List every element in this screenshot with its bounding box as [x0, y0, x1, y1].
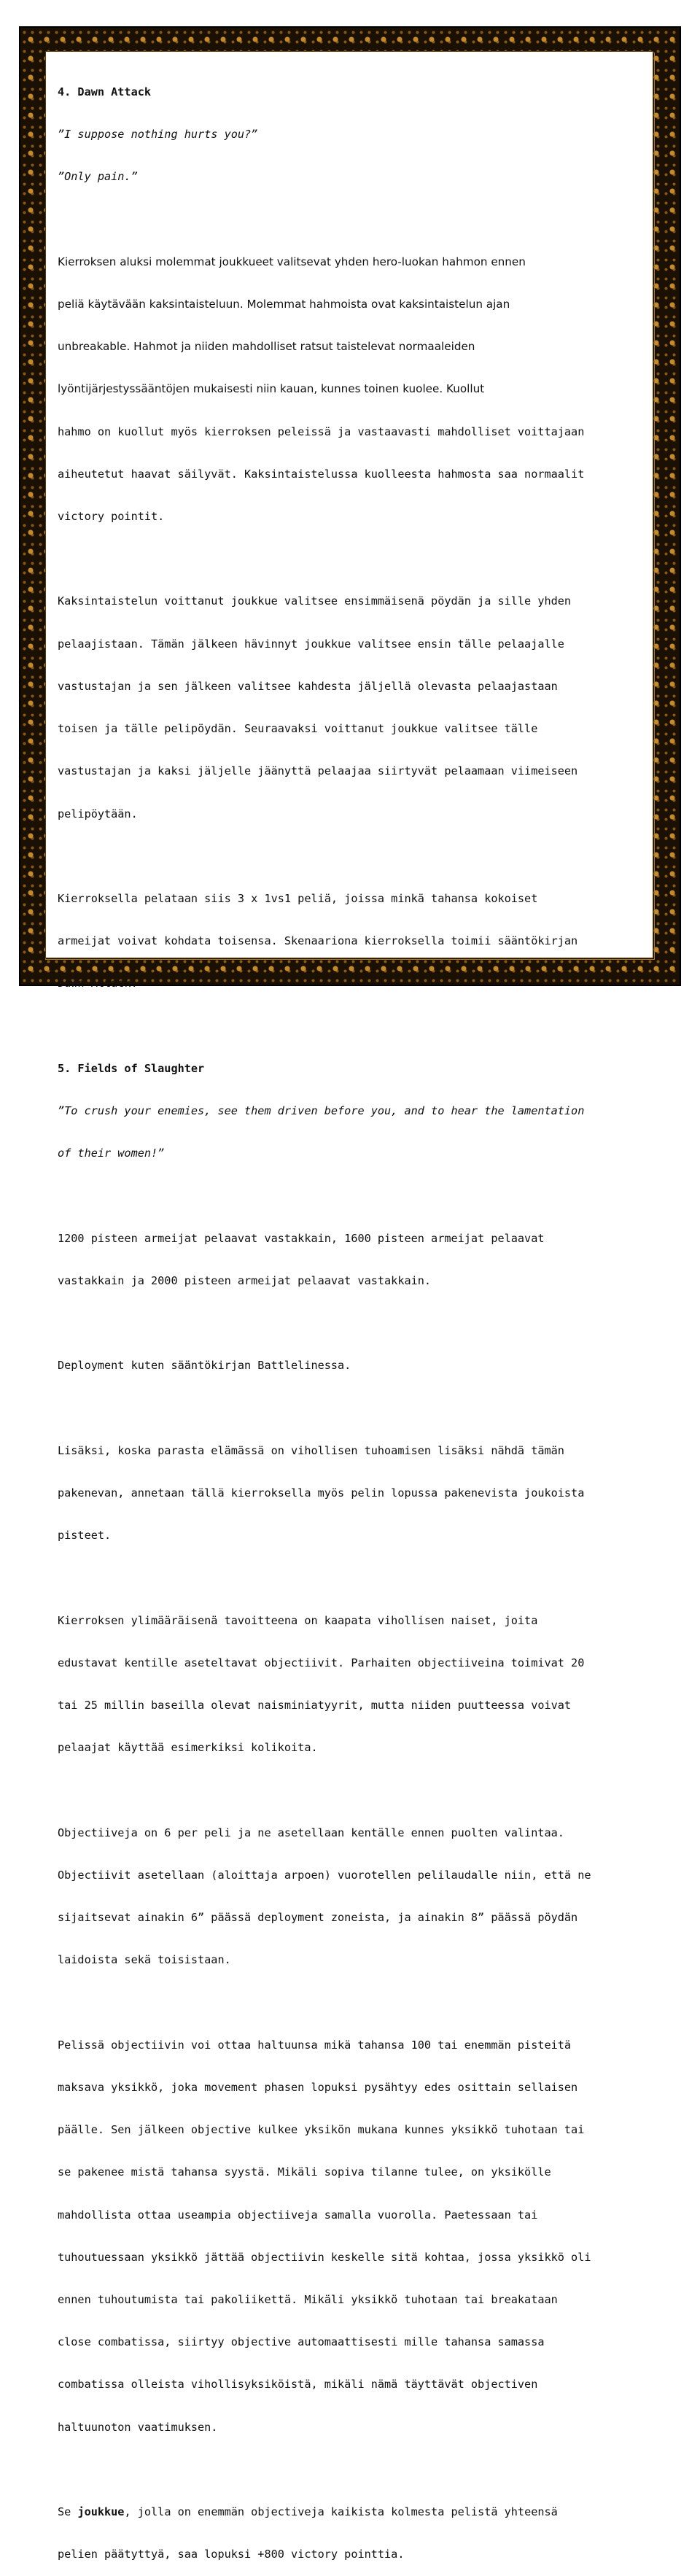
text-run: , jolla on enemmän objectiveja kaikista kolmesta pelistä yhteensä: [124, 2505, 558, 2519]
section-heading-fields-of-slaughter: 5. Fields of Slaughter: [58, 1061, 205, 1075]
text-line: toisen ja tälle pelipöydän. Seuraavaksi voittanut joukkue valitsee tälle: [58, 722, 538, 736]
text-line: [58, 2505, 656, 2519]
text-line: Objectiivit asetellaan (aloittaja arpoen) vuorotellen pelilaudalle niin, että ne: [58, 1868, 591, 1882]
text-line: vastakkain ja 2000 pisteen armeijat pelaavat vastakkain.: [58, 1273, 432, 1287]
text-line: combatissa olleista vihollisyksiköistä, mikäli nämä täyttävät objectiven: [58, 2378, 538, 2391]
text-line: pelipöytään.: [58, 807, 138, 820]
text-line: Pelissä objectiivin voi ottaa haltuunsa mikä tahansa 100 tai enemmän pisteitä: [58, 2038, 572, 2052]
section-heading-dawn-attack: 4. Dawn Attack: [58, 85, 152, 98]
text-line: maksava yksikkö, joka movement phasen lopuksi pysähtyy edes osittain sellaisen: [58, 2080, 578, 2094]
text-line: Objectiiveja on 6 per peli ja ne asetellaan kentälle ennen puolten valintaa.: [58, 1826, 564, 1839]
text-line: vastustajan ja kaksi jäljelle jäänyttä pelaajaa siirtyvät pelaamaan viimeiseen: [58, 764, 578, 778]
text-line: victory pointit.: [58, 509, 165, 523]
text-line: Kaksintaistelun voittanut joukkue valitsee ensimmäisenä pöydän ja sille yhden: [58, 594, 572, 608]
text-line: se pakenee mistä tahansa syystä. Mikäli sopiva tilanne tulee, on yksikölle: [58, 2165, 551, 2179]
text-line: päälle. Sen jälkeen objective kulkee yksikön mukana kunnes yksikkö tuhotaan tai: [58, 2123, 585, 2137]
quote-line: ”Only pain.”: [58, 170, 138, 184]
text-line: Lisäksi, koska parasta elämässä on vihollisen tuhoamisen lisäksi nähdä tämän: [58, 1443, 564, 1457]
text-line: pisteet.: [58, 1529, 112, 1543]
quote-line: ”To crush your enemies, see them driven before you, and to hear the lamentation: [58, 1104, 585, 1117]
text-line: close combatissa, siirtyy objective automaattisesti mille tahansa samassa: [58, 2335, 545, 2349]
text-line: aiheutetut haavat säilyvät. Kaksintaistelussa kuolleesta hahmosta saa normaalit: [58, 467, 585, 481]
text-line: pakenevan, annetaan tällä kierroksella myös pelin lopussa pakenevista joukoista: [58, 1486, 585, 1500]
text-line: Kierroksen ylimääräisenä tavoitteena on kaapata vihollisen naiset, joita: [58, 1613, 538, 1627]
text-line: tai 25 millin baseilla olevat naisminiatyyrit, mutta niiden puutteessa voivat: [58, 1699, 572, 1712]
text-line: lyöntijärjestyssääntöjen mukaisesti niin kauan, kunnes toinen kuolee. Kuollut: [58, 382, 485, 396]
text-run: Se: [58, 2505, 78, 2519]
text-line: Kierroksen aluksi molemmat joukkueet valitsevat yhden hero-luokan hahmon ennen: [58, 255, 526, 268]
text-line: ennen tuhoutumista tai pakoliikettä. Mikäli yksikkö tuhotaan tai breakataan: [58, 2293, 558, 2307]
bold-term-joukkue: joukkue: [77, 2505, 125, 2519]
text-line: pelaajistaan. Tämän jälkeen hävinnyt joukkue valitsee ensin tälle pelaajalle: [58, 637, 564, 651]
text-line: sijaitsevat ainakin 6” päässä deployment zoneista, ja ainakin 8” päässä pöydän: [58, 1911, 578, 1925]
text-line: haltuunoton vaatimuksen.: [58, 2420, 218, 2434]
text-line: mahdollista ottaa useampia objectiiveja samalla vuorolla. Paetessaan tai: [58, 2208, 538, 2222]
text-line: peliä käytävään kaksintaisteluun. Molemmat hahmoista ovat kaksintaistelun ajan: [58, 297, 510, 311]
text-line: Kierroksella pelataan siis 3 x 1vs1 peliä, joissa minkä tahansa kokoiset: [58, 891, 538, 905]
document-body: [58, 57, 656, 2576]
text-line: pelien päätyttyä, saa lopuksi +800 victory pointtia.: [58, 2548, 405, 2561]
text-line: vastustajan ja sen jälkeen valitsee kahdesta jäljellä olevasta pelaajastaan: [58, 679, 558, 693]
text-line: hahmo on kuollut myös kierroksen peleissä ja vastaavasti mahdolliset voittajaan: [58, 424, 585, 438]
text-line: Dawn Attack.: [58, 977, 138, 990]
text-line: tuhoutuessaan yksikkö jättää objectiivin keskelle sitä kohtaa, jossa yksikkö oli: [58, 2250, 591, 2264]
text-line: armeijat voivat kohdata toisensa. Skenaariona kierroksella toimii sääntökirjan: [58, 934, 578, 948]
quote-line: of their women!”: [58, 1147, 165, 1160]
text-line: unbreakable. Hahmot ja niiden mahdolliset ratsut taistelevat normaaleiden: [58, 340, 475, 354]
text-line: pelaajat käyttää esimerkiksi kolikoita.: [58, 1741, 318, 1755]
text-line: 1200 pisteen armeijat pelaavat vastakkain, 1600 pisteen armeijat pelaavat: [58, 1231, 545, 1245]
quote-line: ”I suppose nothing hurts you?”: [58, 128, 258, 141]
text-line: laidoista sekä toisistaan.: [58, 1953, 231, 1967]
text-line: edustavat kentille aseteltavat objectiivit. Parhaiten objectiiveina toimivat 20: [58, 1656, 585, 1669]
text-line: Deployment kuten sääntökirjan Battlelinessa.: [58, 1359, 351, 1373]
